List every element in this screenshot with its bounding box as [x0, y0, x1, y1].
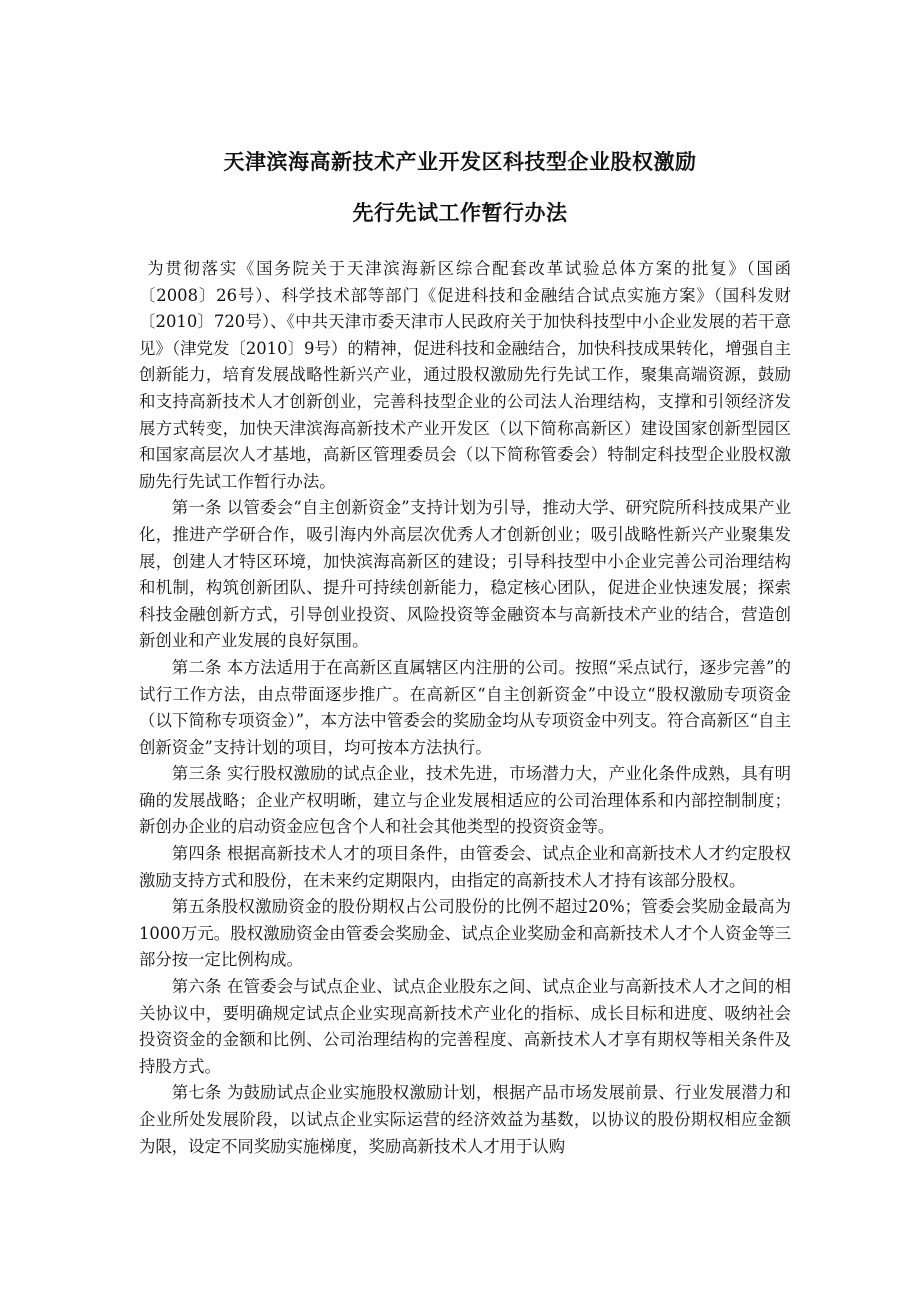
article-3-paragraph: 第三条 实行股权激励的试点企业，技术先进，市场潜力大，产业化条件成熟，具有明确的发展战略；企业产权明晰，建立与企业发展相适应的公司治理体系和内部控制制度；新创办企业的启动资金应包含个人和社会其他类型的投资资金等。 — [139, 764, 791, 837]
article-6-paragraph: 第六条 在管委会与试点企业、试点企业股东之间、试点企业与高新技术人才之间的相关协议中，要明确规定试点企业实现高新技术产业化的指标、成长目标和进度、吸纳社会投资资金的金额和比例、公司治理结构的完善程度、高新技术人才享有期权等相关条件及持股方式。 — [139, 977, 791, 1076]
article-1-paragraph: 第一条 以管委会“自主创新资金”支持计划为引导，推动大学、研究院所科技成果产业化，推进产学研合作，吸引海内外高层次优秀人才创新创业；吸引战略性新兴产业聚集发展，创建人才特区环境，加快滨海高新区的建设；引导科技型中小企业完善公司治理结构和机制，构筑创新团队、提升可持续创新能力，稳定核心团队，促进企业快速发展；探索科技金融创新方式，引导创业投资、风险投资等金融资本与高新技术产业的结合，营造创新创业和产业发展的良好氛围。 — [139, 498, 791, 651]
document-title-line-1: 天津滨海高新技术产业开发区科技型企业股权激励 — [223, 150, 697, 174]
document-body — [139, 256, 791, 1160]
article-2-paragraph: 第二条 本方法适用于在高新区直属辖区内注册的公司。按照“采点试行，逐步完善”的试行工作方法，由点带面逐步推广。在高新区“自主创新资金”中设立“股权激励专项资金（以下简称专项资金）”，本方法中管委会的奖励金均从专项资金中列支。符合高新区“自主创新资金”支持计划的项目，均可按本方法执行。 — [139, 657, 791, 757]
preamble-paragraph: 为贯彻落实《国务院关于天津滨海新区综合配套改革试验总体方案的批复》（国函〔2008〕26号）、科学技术部等部门《促进科技和金融结合试点实施方案》（国科发财〔2010〕720号）、《中共天津市委天津市人民政府关于加快科技型中小企业发展的若干意见》（津党发〔2010〕9号）的精神，促进科技和金融结合，加快科技成果转化，增强自主创新能力，培育发展战略性新兴产业，通过股权激励先行先试工作，聚集高端资源，鼓励和支持高新技术人才创新创业，完善科技型企业的公司法人治理结构，支撑和引领经济发展方式转变，加快天津滨海高新技术产业开发区（以下简称高新区）建设国家创新型园区和国家高层次人才基地，高新区管理委员会（以下简称管委会）特制定科技型企业股权激励先行先试工作暂行办法。 — [139, 259, 791, 491]
document-title-line-2: 先行先试工作暂行办法 — [352, 201, 568, 225]
article-4-paragraph: 第四条 根据高新技术人才的项目条件，由管委会、试点企业和高新技术人才约定股权激励支持方式和股份，在未来约定期限内，由指定的高新技术人才持有该部分股权。 — [139, 844, 791, 890]
article-7-paragraph: 第七条 为鼓励试点企业实施股权激励计划，根据产品市场发展前景、行业发展潜力和企业所处发展阶段，以试点企业实际运营的经济效益为基数，以协议的股份期权相应金额为限，设定不同奖励实施梯度，奖励高新技术人才用于认购 — [139, 1083, 791, 1156]
article-5-paragraph: 第五条股权激励资金的股份期权占公司股份的比例不超过20%；管委会奖励金最高为1000万元。股权激励资金由管委会奖励金、试点企业奖励金和高新技术人才个人资金等三部分按一定比例构成。 — [139, 897, 791, 970]
